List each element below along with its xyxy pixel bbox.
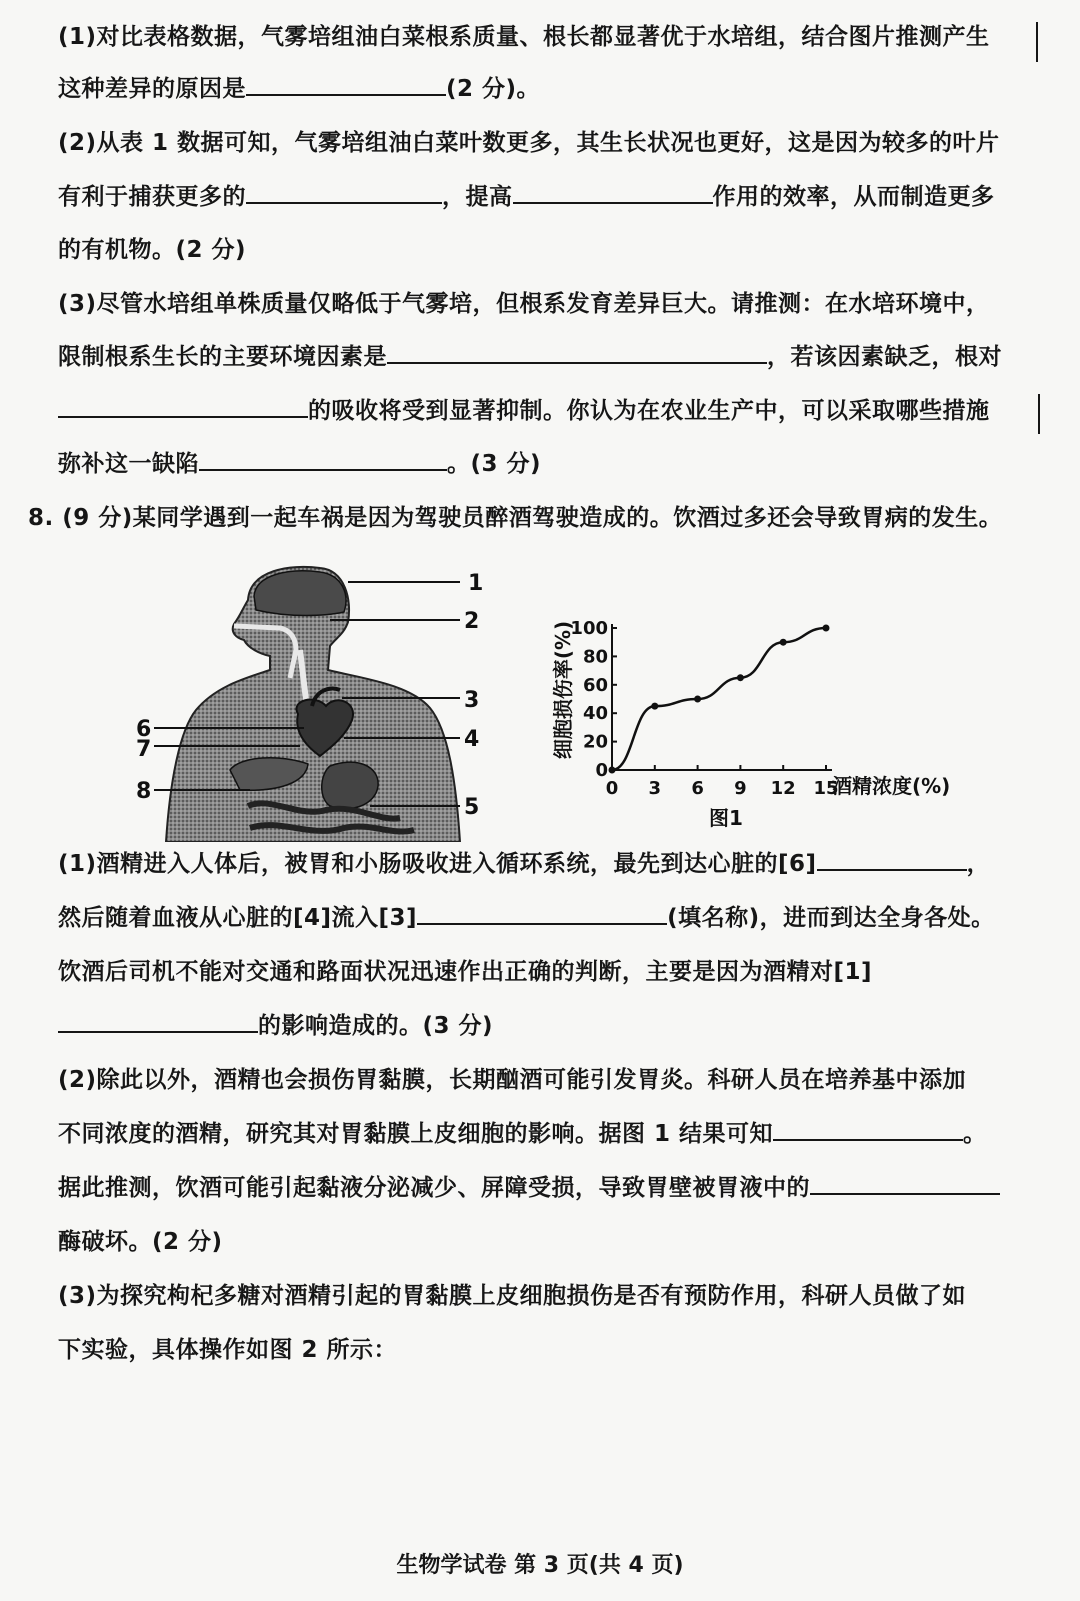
margin-marker [1036, 22, 1038, 62]
q7-p1-line2 [58, 74, 540, 104]
chart-axes [612, 624, 832, 770]
chart-ylabel: 细胞损伤率(%) [551, 620, 575, 760]
figure-label-7: 7 [136, 737, 152, 762]
q7-p2-line2 [58, 182, 995, 212]
answer-blank[interactable] [417, 903, 667, 925]
q8-p1-line2 [58, 903, 995, 933]
q7-p2-line3: 的有机物。(2 分) [58, 237, 247, 263]
figure-label-4: 4 [464, 727, 480, 752]
answer-blank[interactable] [199, 449, 447, 471]
figure-label-2: 2 [464, 609, 480, 634]
answer-blank[interactable] [58, 396, 308, 418]
damage-rate-chart [540, 600, 980, 840]
q8-p2-text-b: 。 [963, 1121, 987, 1147]
q7-p2-line1: (2)从表 1 数据可知，气雾培组油白菜叶数更多，其生长状况也更好，这是因为较多的叶片 [58, 130, 1000, 156]
figure-label-8: 8 [136, 779, 152, 804]
x-tick-label: 3 [648, 778, 662, 799]
page-footer: 生物学试卷 第 3 页(共 4 页) [396, 1553, 684, 1578]
q8-p1-text-a: (1)酒精进入人体后，被胃和小肠吸收进入循环系统，最先到达心脏的[6] [58, 851, 817, 877]
figure-label-1: 1 [468, 571, 484, 596]
answer-blank[interactable] [817, 849, 967, 871]
answer-blank[interactable] [387, 342, 767, 364]
q8-p1-score: 的影响造成的。(3 分) [258, 1013, 494, 1039]
x-tick-label: 12 [770, 778, 796, 799]
data-point [651, 703, 658, 710]
q8-p1-text-c: 然后随着血液从心脏的[4]流入[3] [58, 905, 418, 931]
answer-blank[interactable] [246, 74, 446, 96]
y-tick-label: 40 [582, 703, 608, 725]
q8-p2-line3 [58, 1173, 1000, 1203]
q7-p2-text-b: ，提高 [442, 184, 513, 210]
figure-label-5: 5 [464, 795, 480, 820]
y-tick-label: 80 [582, 646, 608, 668]
x-tick-label: 9 [734, 778, 747, 799]
q7-p3-score: 。(3 分) [447, 451, 542, 477]
q7-p2-text-a: 有利于捕获更多的 [58, 184, 246, 210]
figure-label-6: 6 [136, 717, 152, 742]
answer-blank[interactable] [513, 182, 713, 204]
brain [254, 571, 346, 616]
q7-p2-text-c: 作用的效率，从而制造更多 [712, 184, 995, 210]
q7-p3-line4 [58, 449, 541, 479]
y-tick-label: 0 [595, 760, 608, 781]
q8-p1-text-b: ， [966, 851, 991, 877]
q7-p1-text: 这种差异的原因是 [58, 76, 246, 102]
stomach [322, 762, 378, 809]
q7-p3-text-d: 弥补这一缺陷 [58, 451, 199, 477]
q7-p3-line2 [58, 342, 1002, 372]
series-line [612, 628, 826, 770]
data-point [694, 696, 701, 703]
answer-blank[interactable] [773, 1119, 963, 1141]
answer-blank[interactable] [246, 182, 442, 204]
data-point [780, 639, 787, 646]
data-point [609, 767, 616, 774]
q8-p1-line3: 饮酒后司机不能对交通和路面状况迅速作出正确的判断，主要是因为酒精对[1] [58, 959, 873, 985]
human-body-figure [130, 560, 510, 842]
q8-p1-line1 [58, 849, 990, 879]
q8-p3-line2: 下实验，具体操作如图 2 所示： [58, 1337, 398, 1363]
q8-stem: 8. (9 分)某同学遇到一起车祸是因为驾驶员醉酒驾驶造成的。饮酒过多还会导致胃病的发生。 [28, 505, 1003, 531]
q7-p3-text-c: 的吸收将受到显著抑制。你认为在农业生产中，可以采取哪些措施 [308, 398, 990, 424]
q8-p3-line1: (3)为探究枸杞多糖对酒精引起的胃黏膜上皮细胞损伤是否有预防作用，科研人员做了如 [58, 1283, 967, 1309]
chart-title: 图1 [709, 806, 743, 830]
y-tick-label: 60 [582, 674, 608, 696]
chart-xlabel: 酒精浓度(%) [832, 774, 951, 798]
q8-p1-text-d: (填名称)，进而到达全身各处。 [667, 905, 995, 931]
q7-p3-text-a: 限制根系生长的主要环境因素是 [58, 344, 387, 370]
margin-marker [1038, 394, 1040, 434]
q8-p2-line2 [58, 1119, 987, 1149]
q8-p2-text-a: 不同浓度的酒精，研究其对胃黏膜上皮细胞的影响。据图 1 结果可知 [58, 1121, 774, 1147]
q8-p2-line4: 酶破坏。(2 分) [58, 1229, 223, 1255]
answer-blank[interactable] [810, 1173, 1000, 1195]
q7-p1-line1: (1)对比表格数据，气雾培组油白菜根系质量、根长都显著优于水培组，结合图片推测产生 [58, 24, 990, 50]
y-tick-label: 20 [582, 731, 608, 753]
y-tick-label: 100 [570, 618, 608, 639]
figure-label-3: 3 [464, 688, 480, 713]
q8-p1-line4 [58, 1011, 493, 1041]
answer-blank[interactable] [58, 1011, 258, 1033]
data-point [823, 625, 830, 632]
chart-series [609, 625, 830, 774]
x-tick-label: 0 [605, 778, 619, 799]
q7-p3-line1: (3)尽管水培组单株质量仅略低于气雾培，但根系发育差异巨大。请推测：在水培环境中， [58, 291, 990, 317]
x-tick-label: 15 [813, 778, 839, 799]
x-tick-label: 6 [691, 778, 704, 799]
q8-p2-line1: (2)除此以外，酒精也会损伤胃黏膜，长期酗酒可能引发胃炎。科研人员在培养基中添加 [58, 1067, 967, 1093]
q7-p3-line3 [58, 396, 990, 426]
data-point [737, 674, 744, 681]
q7-p1-score: (2 分)。 [446, 76, 541, 102]
q8-p2-text-c: 据此推测，饮酒可能引起黏液分泌减少、屏障受损，导致胃壁被胃液中的 [58, 1175, 810, 1201]
q7-p3-text-b: ，若该因素缺乏，根对 [767, 344, 1002, 370]
